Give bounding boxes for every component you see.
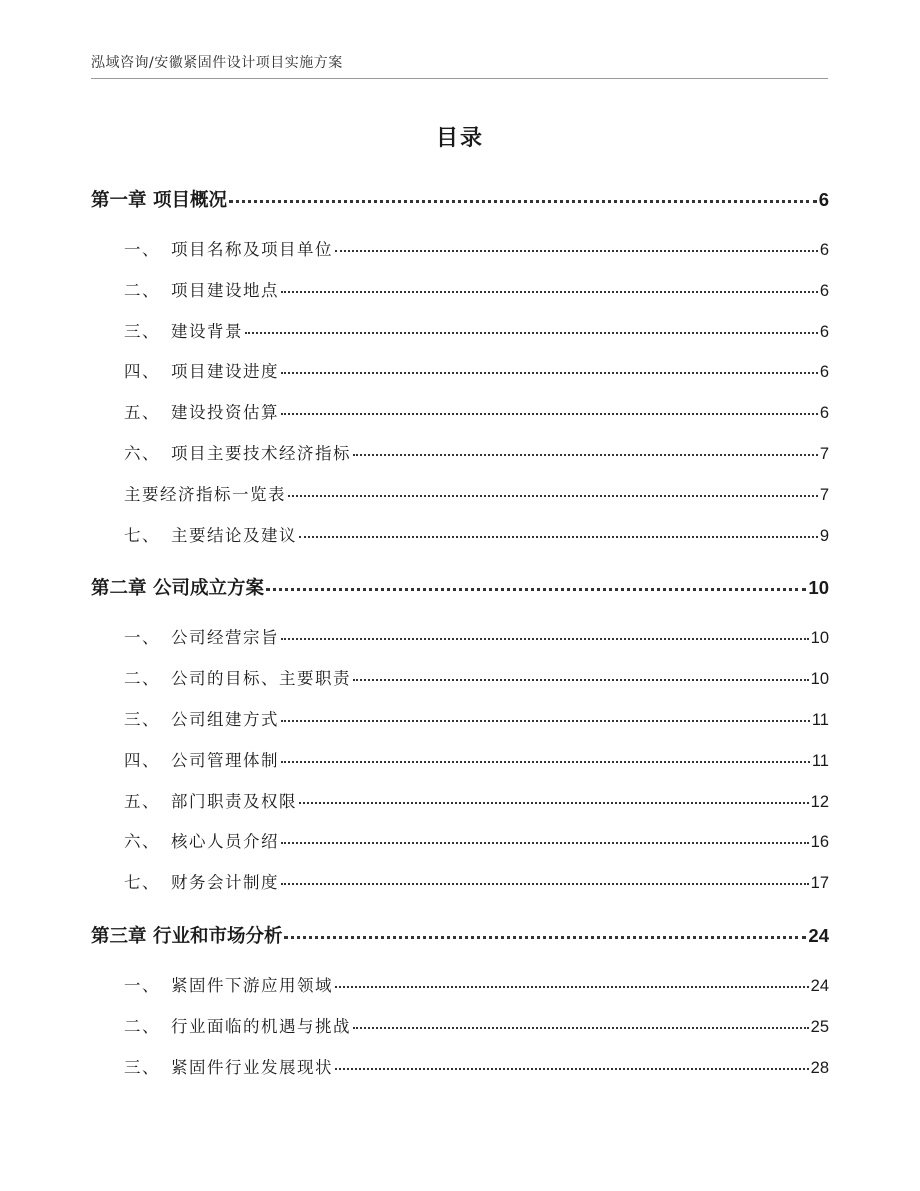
toc-section-number: 一、 <box>124 240 160 259</box>
toc-section-entry[interactable] <box>91 1048 829 1089</box>
toc-section-entry[interactable] <box>91 700 829 741</box>
toc-page-number: 10 <box>810 629 829 648</box>
dot-leader <box>353 453 818 456</box>
toc-title: 目录 <box>435 126 484 151</box>
toc-section-label: 公司组建方式 <box>171 709 279 729</box>
toc-page-number: 6 <box>819 363 829 382</box>
toc-section-number: 五、 <box>124 791 160 811</box>
toc-section-label: 主要经济指标一览表 <box>124 484 286 504</box>
toc-chapter-label: 第一章 项目概况 <box>91 190 227 211</box>
dot-leader <box>281 371 818 374</box>
dot-leader <box>281 841 809 844</box>
dot-leader <box>299 801 809 804</box>
dot-leader <box>335 1067 809 1070</box>
toc-section-entry[interactable] <box>91 863 829 904</box>
toc-section-entry[interactable] <box>91 434 829 475</box>
toc-section-label: 行业面临的机遇与挑战 <box>171 1016 351 1036</box>
toc-section-entry[interactable] <box>91 312 829 353</box>
toc-chapter-label: 第二章 公司成立方案 <box>91 578 264 600</box>
toc-chapter-entry[interactable] <box>91 174 829 226</box>
toc-section-number: 二、 <box>124 280 160 300</box>
running-header: 泓域咨询/安徽紧固件设计项目实施方案 <box>91 55 343 71</box>
dot-leader <box>281 412 818 415</box>
dot-leader <box>281 760 810 763</box>
toc-section-label: 公司的目标、主要职责 <box>171 669 351 689</box>
toc-section-entry[interactable] <box>91 966 829 1007</box>
toc-section-number: 三、 <box>124 321 160 341</box>
dot-leader <box>335 985 809 988</box>
toc-section-label: 主要结论及建议 <box>171 525 297 545</box>
toc-section-entry[interactable] <box>91 1007 829 1048</box>
header-divider <box>91 78 828 79</box>
toc-section-label: 公司管理体制 <box>171 750 279 770</box>
toc-section-entry[interactable] <box>91 271 829 312</box>
toc-section-entry[interactable] <box>91 230 829 271</box>
toc-page-number: 7 <box>819 485 829 504</box>
dot-leader <box>281 719 810 722</box>
toc-page-number: 24 <box>808 924 829 946</box>
toc-section-number: 六、 <box>124 832 160 852</box>
dot-leader <box>266 587 806 591</box>
toc-page-number: 25 <box>810 1017 829 1036</box>
toc-page-number: 17 <box>810 874 829 893</box>
dot-leader <box>353 1026 809 1029</box>
toc-section-number: 四、 <box>124 750 160 770</box>
toc-section-entry[interactable] <box>91 741 829 782</box>
toc-page-number: 12 <box>810 792 829 811</box>
table-of-contents <box>91 174 829 1088</box>
toc-page-number: 24 <box>810 976 829 995</box>
toc-section-number: 六、 <box>124 443 160 463</box>
toc-section-number: 七、 <box>124 525 160 545</box>
toc-chapter-entry[interactable] <box>91 562 829 614</box>
dot-leader <box>281 637 809 640</box>
toc-page-number: 16 <box>810 833 829 852</box>
toc-page-number: 7 <box>819 444 829 463</box>
toc-section-entry[interactable] <box>91 352 829 393</box>
toc-page-number: 10 <box>808 577 829 599</box>
toc-section-label: 项目主要技术经济指标 <box>171 443 351 463</box>
toc-section-label: 项目建设进度 <box>171 362 279 382</box>
toc-section-entry[interactable] <box>91 516 829 557</box>
toc-section-entry[interactable] <box>91 822 829 863</box>
toc-page-number: 10 <box>810 670 829 689</box>
toc-section-label: 建设投资估算 <box>171 403 279 423</box>
toc-section-entry[interactable] <box>91 393 829 434</box>
toc-section-number: 四、 <box>124 362 160 382</box>
toc-table-entry[interactable] <box>91 475 829 516</box>
toc-section-number: 一、 <box>124 628 160 648</box>
toc-page-number: 6 <box>819 322 829 341</box>
toc-page-number: 11 <box>811 710 829 729</box>
toc-page-number: 9 <box>819 526 829 545</box>
toc-section-label: 公司经营宗旨 <box>171 628 279 648</box>
toc-section-label: 部门职责及权限 <box>171 791 297 811</box>
toc-section-label: 财务会计制度 <box>171 873 279 893</box>
toc-page-number: 11 <box>811 751 829 770</box>
dot-leader <box>229 199 817 203</box>
dot-leader <box>284 935 806 939</box>
dot-leader <box>281 882 809 885</box>
dot-leader <box>281 290 818 293</box>
toc-section-number: 三、 <box>124 709 160 729</box>
toc-section-number: 七、 <box>124 873 160 893</box>
dot-leader <box>335 249 818 252</box>
toc-section-label: 紧固件下游应用领域 <box>171 975 333 995</box>
toc-section-entry[interactable] <box>91 782 829 823</box>
dot-leader <box>353 678 809 681</box>
dot-leader <box>288 494 818 497</box>
toc-section-entry[interactable] <box>91 618 829 659</box>
toc-chapter-entry[interactable] <box>91 910 829 962</box>
toc-section-entry[interactable] <box>91 659 829 700</box>
toc-page-number: 6 <box>819 241 829 259</box>
toc-section-label: 项目名称及项目单位 <box>171 240 333 259</box>
toc-page-number: 28 <box>810 1058 829 1077</box>
toc-section-label: 建设背景 <box>171 321 243 341</box>
toc-section-number: 五、 <box>124 403 160 423</box>
toc-section-number: 三、 <box>124 1057 160 1077</box>
toc-section-label: 核心人员介绍 <box>171 832 279 852</box>
toc-page-number: 6 <box>819 281 829 300</box>
toc-chapter-label: 第三章 行业和市场分析 <box>91 925 283 947</box>
toc-page-number: 6 <box>819 404 829 423</box>
toc-section-number: 一、 <box>124 975 160 995</box>
toc-section-number: 二、 <box>124 1016 160 1036</box>
toc-section-number: 二、 <box>124 669 160 689</box>
dot-leader <box>245 331 818 334</box>
toc-section-label: 项目建设地点 <box>171 280 279 300</box>
toc-section-label: 紧固件行业发展现状 <box>171 1057 333 1077</box>
toc-page-number: 6 <box>818 189 829 210</box>
dot-leader <box>299 535 818 538</box>
